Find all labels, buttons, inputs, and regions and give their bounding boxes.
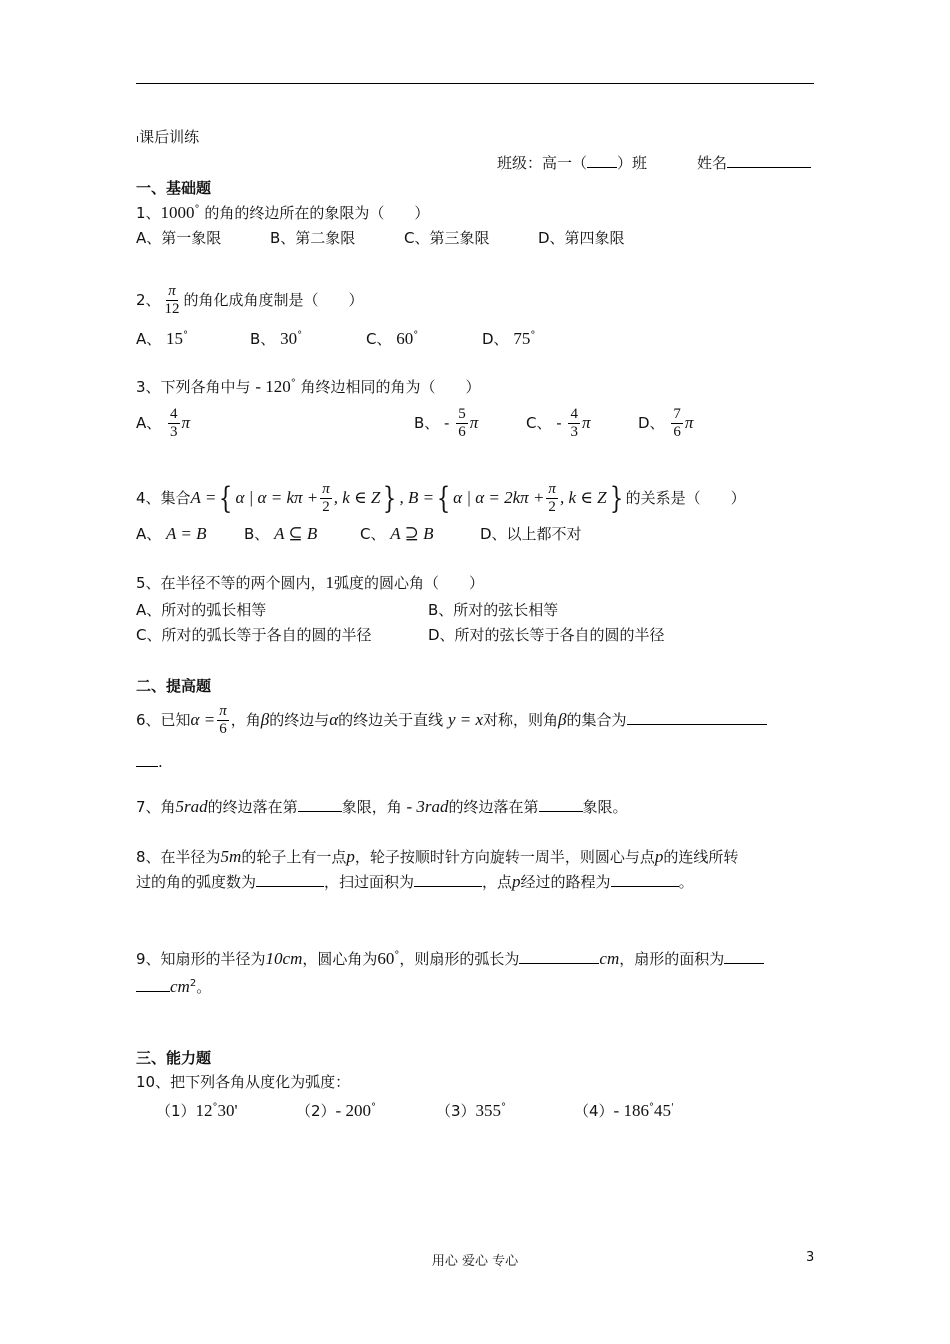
page-number: 3	[806, 1250, 815, 1265]
q10-item-1: （1）12°30'	[156, 1101, 238, 1120]
q4-option-c[interactable]: C、 A ⊇ B	[360, 524, 434, 543]
q5-option-b[interactable]: B、所对的弦长相等	[428, 601, 559, 619]
q7-blank-2[interactable]	[539, 797, 583, 812]
q9-area-blank[interactable]	[724, 949, 764, 964]
q3-option-c[interactable]: C、 - $\frac{4}{3}$ π	[526, 406, 591, 440]
question-4: 4、集合A ={ α | α = kπ + $\frac{\pi}{2}$ , k ∈ Z} , B ={ α | α = 2kπ + $\frac{\pi}{2}$ , k ∈ Z} 的关系是（ ）	[136, 480, 746, 516]
q2-option-d[interactable]: D、 75°	[482, 329, 536, 348]
q4-option-b[interactable]: B、 A ⊆ B	[244, 524, 318, 543]
section-title: ı课后训练	[136, 128, 200, 146]
q8-blank-1[interactable]	[256, 872, 324, 887]
q2-option-c[interactable]: C、 60°	[366, 329, 419, 348]
question-10: 10、把下列各角从度化为弧度：	[136, 1073, 351, 1091]
q10-item-3: （3）355°	[436, 1101, 507, 1120]
q10-item-2: （2）- 200°	[296, 1101, 376, 1120]
q6-continuation: .	[136, 752, 163, 772]
q3-option-a[interactable]: A、 $\frac{4}{3}$ π	[136, 406, 191, 440]
part1-title: 一、基础题	[136, 179, 212, 197]
q1-option-d[interactable]: D、第四象限	[538, 229, 625, 247]
part2-title: 二、提高题	[136, 677, 212, 695]
q9-arc-blank[interactable]	[519, 949, 599, 964]
name-blank[interactable]	[727, 153, 811, 168]
q2-option-b[interactable]: B、 30°	[250, 329, 303, 348]
name-field: 姓名	[697, 153, 811, 173]
question-8-line2: 过的角的弧度数为 ，扫过面积为 ，点p经过的路程为 。	[136, 872, 694, 891]
q8-blank-2[interactable]	[414, 872, 482, 887]
q8-blank-3[interactable]	[611, 872, 679, 887]
question-9-line1: 9、知扇形的半径为10cm，圆心角为60°，则扇形的弧长为 cm，扇形的面积为	[136, 946, 764, 969]
q1-option-b[interactable]: B、第二象限	[270, 229, 356, 247]
q6-answer-blank[interactable]	[627, 710, 767, 725]
q6-answer-blank-2[interactable]	[136, 752, 158, 767]
q1-option-a[interactable]: A、第一象限	[136, 229, 222, 247]
question-2: 2、 $\frac{\pi}{12}$ 的角化成角度制是（ ）	[136, 283, 364, 317]
q7-blank-1[interactable]	[298, 797, 342, 812]
question-3: 3、下列各角中与 - 120° 角终边相同的角为（ ）	[136, 377, 481, 396]
q3-option-d[interactable]: D、 $\frac{7}{6}$ π	[638, 406, 694, 440]
question-9-line2: $cm^2$。	[136, 974, 211, 997]
q5-option-d[interactable]: D、所对的弦长等于各自的圆的半径	[428, 626, 665, 644]
q5-option-a[interactable]: A、所对的弧长相等	[136, 601, 267, 619]
question-6: 6、已知α = $\frac{\pi}{6}$ ，角β的终边与α的终边关于直线 y = x对称，则角β的集合为	[136, 700, 767, 740]
question-7: 7、角5rad的终边落在第 象限，角 - 3rad的终边落在第 象限。	[136, 797, 628, 816]
q9-area-blank-2[interactable]	[136, 977, 170, 992]
q10-item-4: （4）- 186°45'	[574, 1101, 674, 1120]
footer-motto: 用心 爱心 专心	[431, 1254, 519, 1269]
q2-option-a[interactable]: A、 15°	[136, 329, 189, 348]
q1-option-c[interactable]: C、第三象限	[404, 229, 490, 247]
q4-option-a[interactable]: A、 A = B	[136, 524, 207, 543]
class-field: 班级：高一（ ）班	[497, 154, 648, 172]
q5-option-c[interactable]: C、所对的弧长等于各自的圆的半径	[136, 626, 372, 644]
header-rule	[136, 83, 814, 84]
class-blank[interactable]	[587, 153, 617, 168]
question-5: 5、在半径不等的两个圆内，1弧度的圆心角（ ）	[136, 573, 485, 592]
q4-option-d[interactable]: D、以上都不对	[480, 525, 582, 543]
q3-option-b[interactable]: B、 - $\frac{5}{6}$ π	[414, 406, 479, 440]
part3-title: 三、能力题	[136, 1049, 212, 1067]
question-1: 1、1000° 的角的终边所在的象限为（ ）	[136, 203, 430, 222]
question-8-line1: 8、在半径为5m的轮子上有一点p，轮子按顺时针方向旋转一周半，则圆心与点p的连线所转	[136, 847, 739, 866]
